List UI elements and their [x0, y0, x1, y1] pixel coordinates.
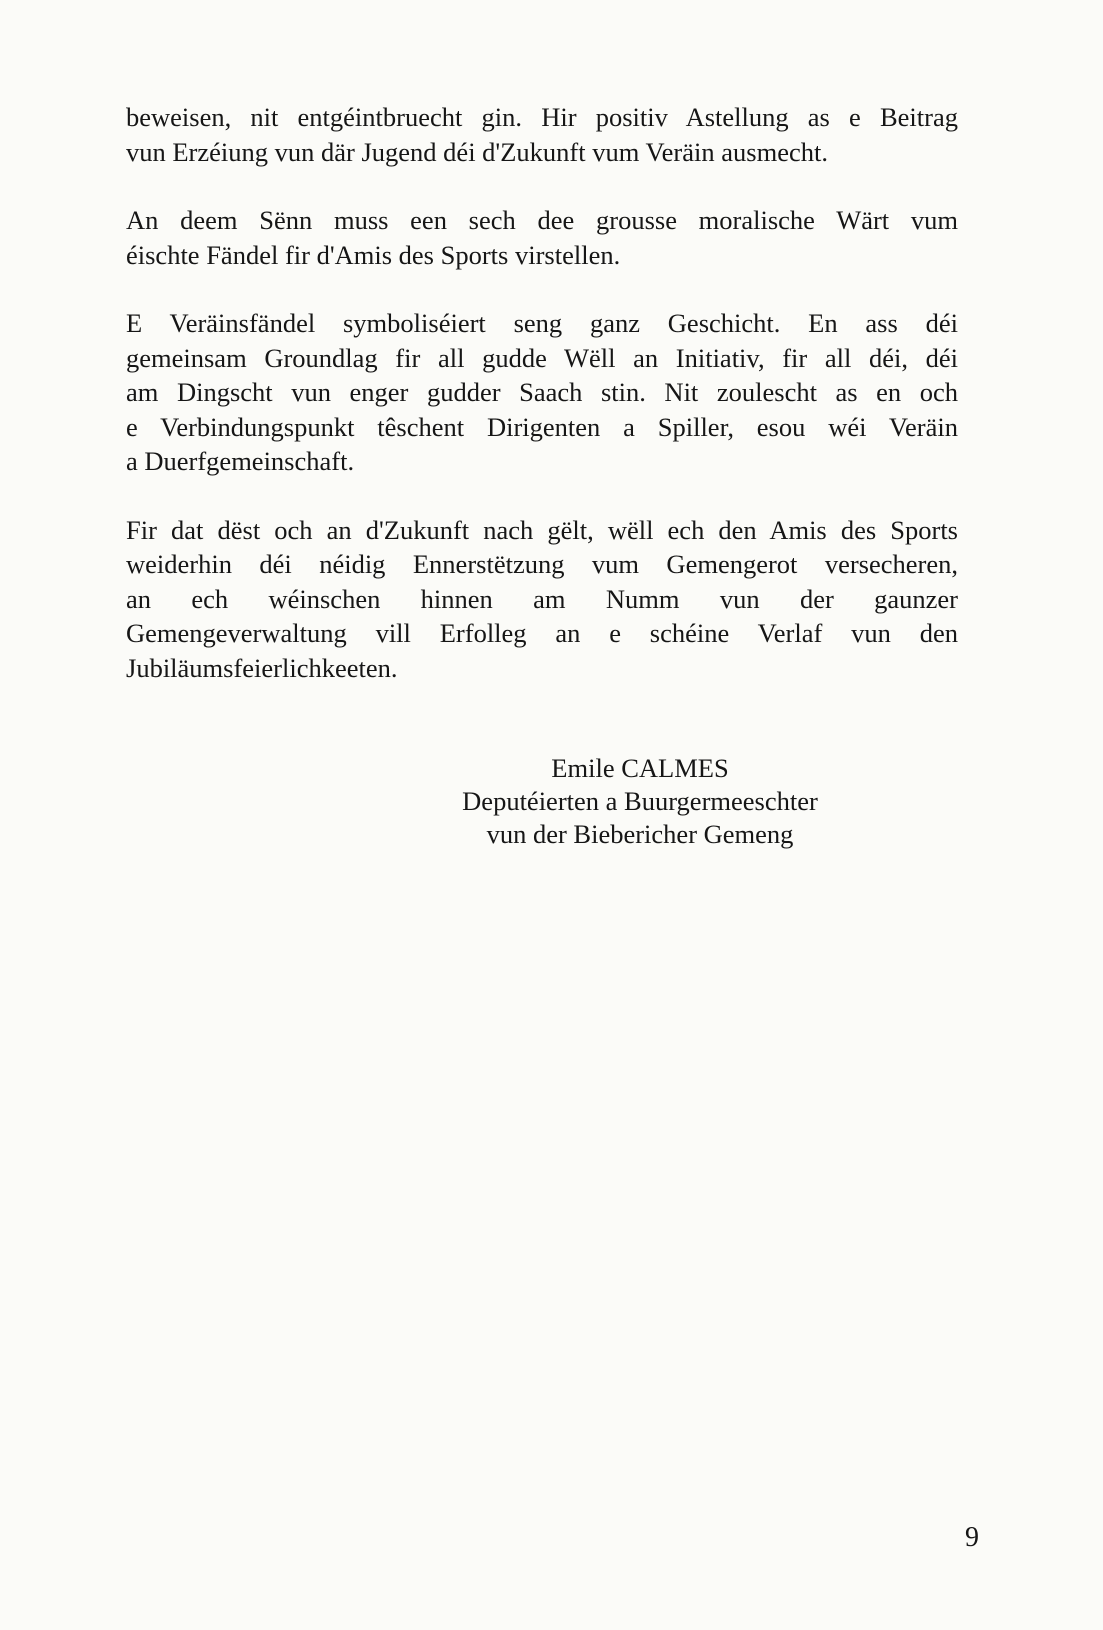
signatory-commune: vun der Biebericher Gemeng	[486, 819, 794, 849]
paragraph-2	[126, 203, 958, 272]
paragraph-4	[126, 513, 958, 686]
text-line: e Verbindungspunkt têschent Dirigenten a Spiller, esou wéi Veräin	[126, 411, 958, 442]
text-line: an ech wéinschen hinnen am Numm vun der gaunzer	[126, 583, 958, 614]
text-line: E Veräinsfändel symboliséiert seng ganz Geschicht. En ass déi	[126, 308, 958, 338]
text-line: gemeinsam Groundlag fir all gudde Wëll an Initiativ, fir all déi, déi	[126, 342, 958, 373]
text-line: weiderhin déi néidig Ennerstëtzung vum Gemengerot versecheren,	[126, 549, 958, 579]
text-line: a Duerfgemeinschaft.	[126, 446, 355, 476]
text-line: beweisen, nit entgéintbruecht gin. Hir positiv Astellung as e Beitrag	[126, 102, 958, 132]
page-number: 9	[965, 1522, 979, 1553]
text-line: éischte Fändel fir d'Amis des Sports virstellen.	[126, 239, 621, 270]
body-text	[126, 100, 958, 719]
text-line: vun Erzéiung vun där Jugend déi d'Zukunft vum Veräin ausmecht.	[126, 136, 828, 167]
text-line: Gemengeverwaltung vill Erfolleg an e schéine Verlaf vun den	[126, 618, 958, 648]
text-line: Fir dat dëst och an d'Zukunft nach gëlt, wëll ech den Amis des Sports	[126, 514, 958, 545]
paragraph-3	[126, 306, 958, 479]
paragraph-1	[126, 100, 958, 169]
signatory-title: Deputéierten a Buurgermeeschter	[462, 786, 818, 816]
signature-block	[420, 752, 860, 851]
text-line: An deem Sënn muss een sech dee grousse moralische Wärt vum	[126, 205, 958, 235]
text-line: Jubiläumsfeierlichkeeten.	[126, 652, 398, 683]
text-line: am Dingscht vun enger gudder Saach stin. Nit zoulescht as en och	[126, 377, 958, 407]
signatory-name: Emile CALMES	[551, 753, 729, 783]
